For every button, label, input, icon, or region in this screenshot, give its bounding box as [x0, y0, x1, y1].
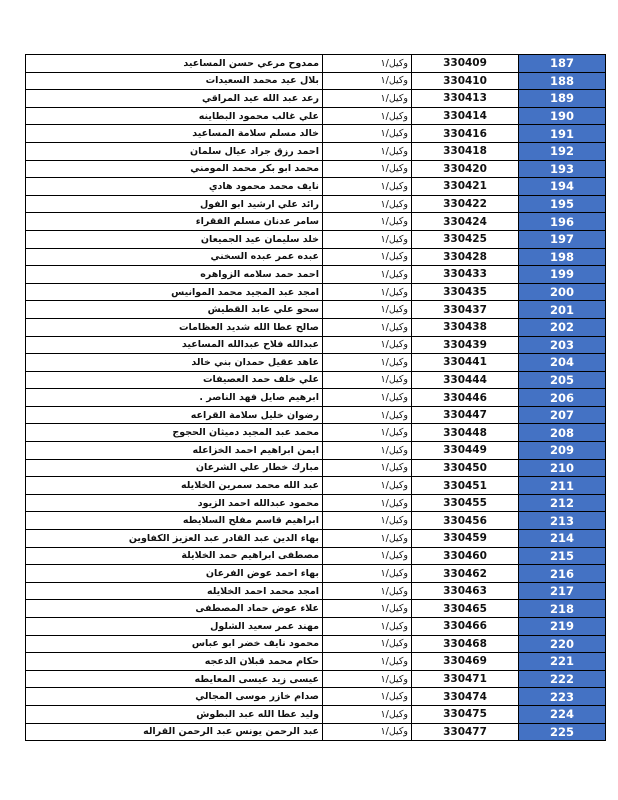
rank: وكيل/١ [323, 55, 412, 73]
serial-number: 223 [519, 688, 606, 706]
person-name: امجد محمد احمد الخلايله [26, 582, 323, 600]
serial-number: 222 [519, 670, 606, 688]
military-number: 330451 [412, 477, 519, 495]
military-number: 330468 [412, 635, 519, 653]
person-name: احمد حمد سلامه الزواهره [26, 266, 323, 284]
military-number: 330414 [412, 107, 519, 125]
person-name: بهاء الدين عبد القادر عبد العزيز الكفاوين [26, 530, 323, 548]
person-name: خلد سليمان عيد الجميعان [26, 230, 323, 248]
rank: وكيل/١ [323, 582, 412, 600]
rank: وكيل/١ [323, 653, 412, 671]
military-number: 330418 [412, 142, 519, 160]
serial-number: 215 [519, 547, 606, 565]
person-name: مبارك خطار علي الشرعان [26, 459, 323, 477]
table-row [26, 178, 606, 196]
person-name: عبد الرحمن يونس عبد الرحمن القراله [26, 723, 323, 741]
rank: وكيل/١ [323, 301, 412, 319]
rank: وكيل/١ [323, 442, 412, 460]
military-number: 330474 [412, 688, 519, 706]
rank: وكيل/١ [323, 688, 412, 706]
table-row [26, 195, 606, 213]
serial-number: 191 [519, 125, 606, 143]
rank: وكيل/١ [323, 371, 412, 389]
rank: وكيل/١ [323, 283, 412, 301]
person-name: امجد عبد المجيد محمد الموانيس [26, 283, 323, 301]
serial-number: 225 [519, 723, 606, 741]
person-name: علاء عوض حماد المصطفى [26, 600, 323, 618]
table-row [26, 600, 606, 618]
rank: وكيل/١ [323, 142, 412, 160]
person-name: بلال عيد محمد السعيدات [26, 72, 323, 90]
rank: وكيل/١ [323, 178, 412, 196]
serial-number: 198 [519, 248, 606, 266]
military-number: 330475 [412, 705, 519, 723]
military-number: 330471 [412, 670, 519, 688]
rank: وكيل/١ [323, 266, 412, 284]
person-name: مصطفى ابراهيم حمد الخلايلة [26, 547, 323, 565]
military-number: 330449 [412, 442, 519, 460]
person-name: عبده عمر عبده السخني [26, 248, 323, 266]
rank: وكيل/١ [323, 635, 412, 653]
person-name: ايمن ابراهيم احمد الخزاعله [26, 442, 323, 460]
table-row [26, 336, 606, 354]
serial-number: 194 [519, 178, 606, 196]
military-number: 330456 [412, 512, 519, 530]
table-row [26, 160, 606, 178]
military-number: 330409 [412, 55, 519, 73]
rank: وكيل/١ [323, 72, 412, 90]
table-row [26, 530, 606, 548]
rank: وكيل/١ [323, 477, 412, 495]
table-row [26, 582, 606, 600]
rank: وكيل/١ [323, 195, 412, 213]
rank: وكيل/١ [323, 600, 412, 618]
person-name: محمد عبد المجيد دميثان الحجوج [26, 424, 323, 442]
military-number: 330420 [412, 160, 519, 178]
military-number: 330455 [412, 494, 519, 512]
table-row [26, 248, 606, 266]
military-number: 330477 [412, 723, 519, 741]
table-row [26, 442, 606, 460]
serial-number: 189 [519, 90, 606, 108]
serial-number: 197 [519, 230, 606, 248]
table-row [26, 565, 606, 583]
military-number: 330466 [412, 618, 519, 636]
rank: وكيل/١ [323, 494, 412, 512]
table-row [26, 90, 606, 108]
table-row [26, 371, 606, 389]
military-number: 330425 [412, 230, 519, 248]
military-number: 330441 [412, 354, 519, 372]
military-number: 330435 [412, 283, 519, 301]
table-row [26, 547, 606, 565]
person-name: رضوان خليل سلامة القراعه [26, 406, 323, 424]
rank: وكيل/١ [323, 705, 412, 723]
serial-number: 200 [519, 283, 606, 301]
person-name: صدام خازر موسى المجالي [26, 688, 323, 706]
person-name: عيسى زيد عيسى المعايطه [26, 670, 323, 688]
serial-number: 192 [519, 142, 606, 160]
military-number: 330459 [412, 530, 519, 548]
rank: وكيل/١ [323, 230, 412, 248]
person-name: عبدالله فلاح عبدالله المساعيد [26, 336, 323, 354]
serial-number: 188 [519, 72, 606, 90]
person-name: ابراهيم قاسم مفلح السلايطه [26, 512, 323, 530]
table-row [26, 688, 606, 706]
serial-number: 207 [519, 406, 606, 424]
person-name: سحو علي عابد القطيش [26, 301, 323, 319]
table-row [26, 318, 606, 336]
serial-number: 203 [519, 336, 606, 354]
military-number: 330462 [412, 565, 519, 583]
serial-number: 216 [519, 565, 606, 583]
person-name: سامر عدنان مسلم الفقراء [26, 213, 323, 231]
military-number: 330469 [412, 653, 519, 671]
serial-number: 208 [519, 424, 606, 442]
person-name: علي غالب محمود البطاينه [26, 107, 323, 125]
serial-number: 217 [519, 582, 606, 600]
rank: وكيل/١ [323, 248, 412, 266]
rank: وكيل/١ [323, 160, 412, 178]
military-number: 330448 [412, 424, 519, 442]
serial-number: 195 [519, 195, 606, 213]
person-name: محمود نايف خضر ابو عباس [26, 635, 323, 653]
military-number: 330437 [412, 301, 519, 319]
person-name: حكام محمد قبلان الدعجه [26, 653, 323, 671]
person-name: علي خلف حمد العصيفات [26, 371, 323, 389]
rank: وكيل/١ [323, 336, 412, 354]
table-row [26, 494, 606, 512]
serial-number: 206 [519, 389, 606, 407]
military-number: 330465 [412, 600, 519, 618]
rank: وكيل/١ [323, 406, 412, 424]
table-row [26, 635, 606, 653]
person-name: وليد عطا الله عبد البطوش [26, 705, 323, 723]
rank: وكيل/١ [323, 107, 412, 125]
serial-number: 209 [519, 442, 606, 460]
military-number: 330416 [412, 125, 519, 143]
table-row [26, 512, 606, 530]
rank: وكيل/١ [323, 530, 412, 548]
serial-number: 193 [519, 160, 606, 178]
serial-number: 187 [519, 55, 606, 73]
table-row [26, 266, 606, 284]
military-number: 330410 [412, 72, 519, 90]
military-number: 330439 [412, 336, 519, 354]
table-row [26, 301, 606, 319]
rank: وكيل/١ [323, 389, 412, 407]
rank: وكيل/١ [323, 318, 412, 336]
rank: وكيل/١ [323, 547, 412, 565]
table-row [26, 125, 606, 143]
rank: وكيل/١ [323, 459, 412, 477]
military-number: 330438 [412, 318, 519, 336]
military-number: 330424 [412, 213, 519, 231]
serial-number: 201 [519, 301, 606, 319]
military-number: 330422 [412, 195, 519, 213]
person-name: محمد ابو بكر محمد المومني [26, 160, 323, 178]
serial-number: 213 [519, 512, 606, 530]
military-number: 330446 [412, 389, 519, 407]
serial-number: 196 [519, 213, 606, 231]
military-number: 330463 [412, 582, 519, 600]
serial-number: 199 [519, 266, 606, 284]
table-row [26, 477, 606, 495]
person-name: احمد رزق جراد عيال سلمان [26, 142, 323, 160]
military-number: 330421 [412, 178, 519, 196]
roster-table [25, 54, 606, 741]
roster-table-body [26, 55, 606, 741]
person-name: ابرهيم صايل فهد الناصر . [26, 389, 323, 407]
person-name: ممدوح مرعي حسن المساعيد [26, 55, 323, 73]
person-name: عاهد عقيل حمدان بني خالد [26, 354, 323, 372]
serial-number: 212 [519, 494, 606, 512]
person-name: مهند عمر سعيد الشلول [26, 618, 323, 636]
military-number: 330413 [412, 90, 519, 108]
person-name: صالح عطا الله شديد العظامات [26, 318, 323, 336]
military-number: 330444 [412, 371, 519, 389]
person-name: عبد الله محمد سمرين الخلايله [26, 477, 323, 495]
serial-number: 202 [519, 318, 606, 336]
military-number: 330447 [412, 406, 519, 424]
serial-number: 211 [519, 477, 606, 495]
table-row [26, 670, 606, 688]
serial-number: 221 [519, 653, 606, 671]
table-row [26, 55, 606, 73]
rank: وكيل/١ [323, 618, 412, 636]
rank: وكيل/١ [323, 670, 412, 688]
table-row [26, 459, 606, 477]
table-row [26, 142, 606, 160]
serial-number: 219 [519, 618, 606, 636]
serial-number: 205 [519, 371, 606, 389]
person-name: نايف محمد محمود هادي [26, 178, 323, 196]
table-row [26, 424, 606, 442]
serial-number: 224 [519, 705, 606, 723]
military-number: 330460 [412, 547, 519, 565]
rank: وكيل/١ [323, 424, 412, 442]
military-number: 330433 [412, 266, 519, 284]
table-row [26, 723, 606, 741]
rank: وكيل/١ [323, 354, 412, 372]
person-name: محمود عبدالله احمد الزيود [26, 494, 323, 512]
person-name: رعد عبد الله عيد المراقي [26, 90, 323, 108]
rank: وكيل/١ [323, 512, 412, 530]
person-name: بهاء احمد عوض الفرعان [26, 565, 323, 583]
rank: وكيل/١ [323, 90, 412, 108]
rank: وكيل/١ [323, 125, 412, 143]
serial-number: 210 [519, 459, 606, 477]
serial-number: 218 [519, 600, 606, 618]
table-row [26, 406, 606, 424]
serial-number: 214 [519, 530, 606, 548]
table-row [26, 230, 606, 248]
table-row [26, 213, 606, 231]
military-number: 330428 [412, 248, 519, 266]
serial-number: 204 [519, 354, 606, 372]
rank: وكيل/١ [323, 723, 412, 741]
rank: وكيل/١ [323, 213, 412, 231]
table-row [26, 72, 606, 90]
person-name: رائد علي ارشيد ابو الفول [26, 195, 323, 213]
table-row [26, 653, 606, 671]
table-row [26, 354, 606, 372]
table-row [26, 618, 606, 636]
serial-number: 220 [519, 635, 606, 653]
serial-number: 190 [519, 107, 606, 125]
person-name: خالد مسلم سلامة المساعيد [26, 125, 323, 143]
military-number: 330450 [412, 459, 519, 477]
table-row [26, 705, 606, 723]
rank: وكيل/١ [323, 565, 412, 583]
table-row [26, 107, 606, 125]
table-row [26, 389, 606, 407]
table-row [26, 283, 606, 301]
